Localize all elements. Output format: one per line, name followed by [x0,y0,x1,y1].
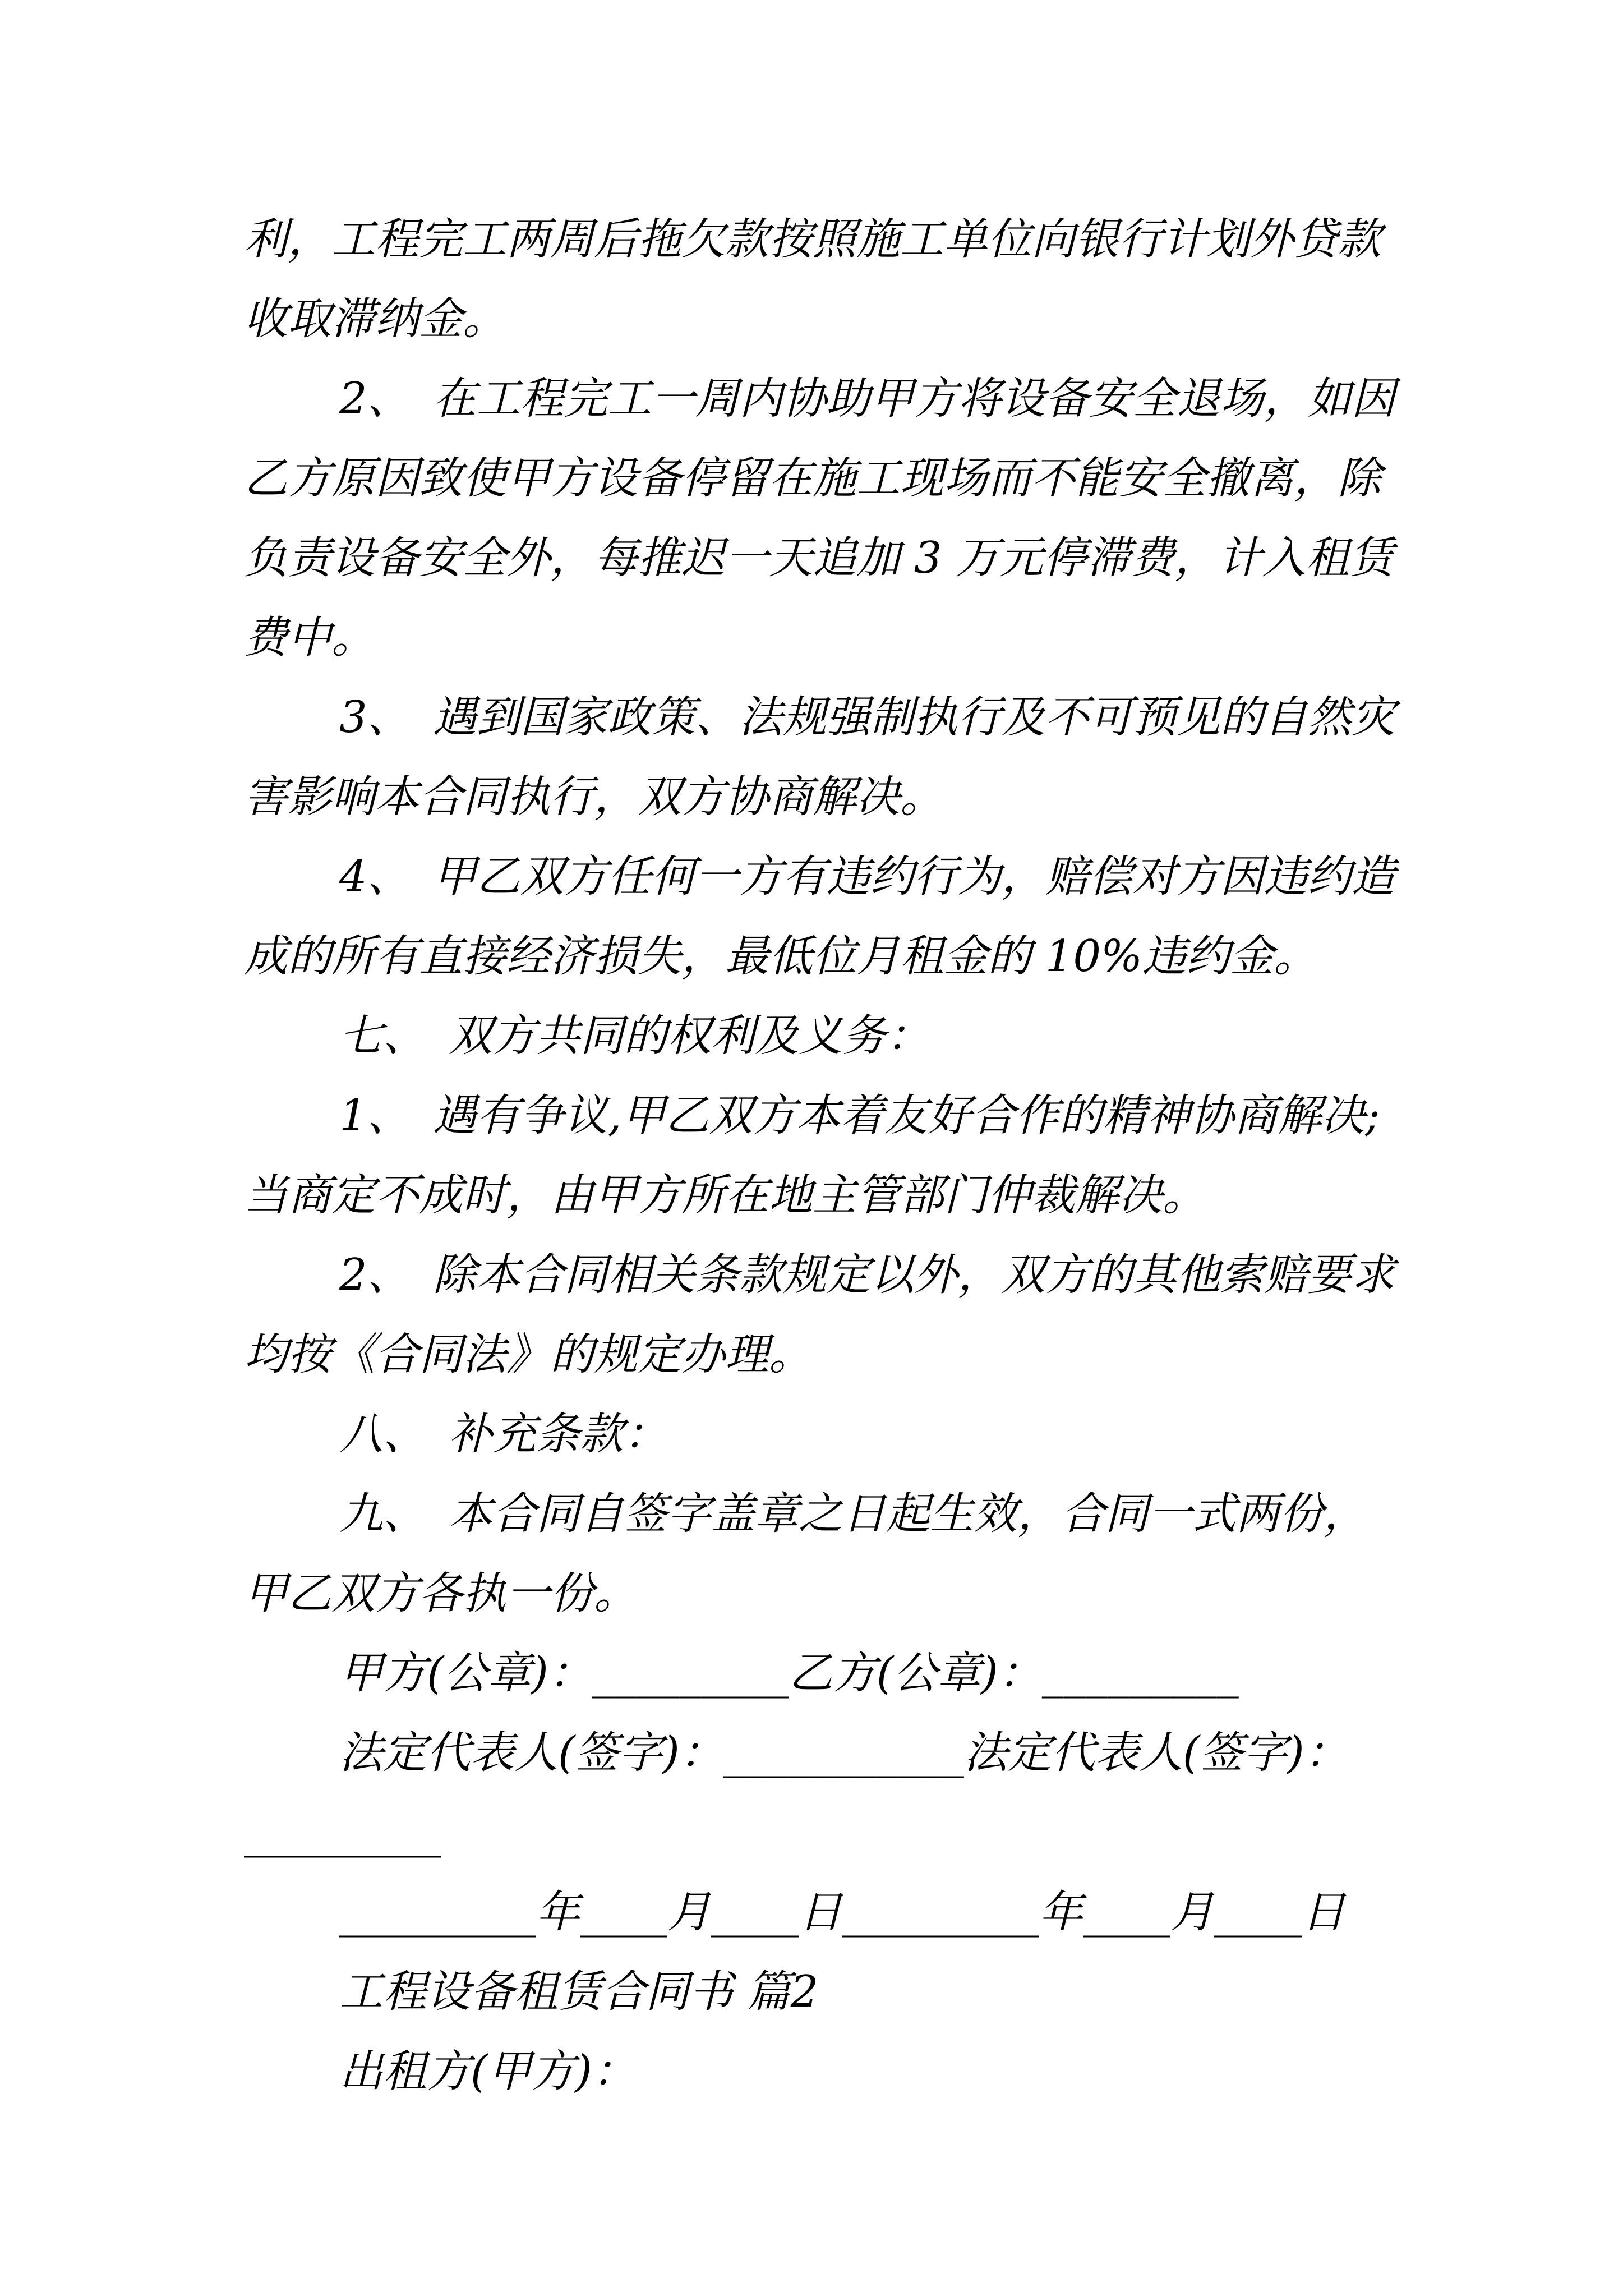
contract-signature-line: 甲方(公章)：_________乙方(公章)：_________ [339,1648,1239,1699]
contract-line: 收取滞纳金。 [244,294,507,344]
contract-line: 2、 除本合同相关条款规定以外，双方的其他索赔要求 [339,1250,1395,1300]
contract-line: 均按《合同法》的规定办理。 [244,1329,813,1380]
contract-line: 费中。 [244,613,376,663]
contract-line: 七、 双方共同的权利及义务： [339,1011,930,1061]
contract-party-line: 出租方(甲方)： [339,2046,636,2097]
contract-line: 1、 遇有争议,甲乙双方本着友好合作的精神协商解决; [339,1091,1380,1141]
contract-line: 2、 在工程完工一周内协助甲方将设备安全退场，如因 [339,374,1395,424]
contract-section-title: 工程设备租赁合同书 篇2 [339,1967,819,2017]
contract-line: 成的所有直接经济损失，最低位月租金的 10%违约金。 [244,931,1318,982]
contract-line: 九、 本合同自签字盖章之日起生效，合同一式两份， [339,1489,1368,1539]
contract-line: 利，工程完工两周后拖欠款按照施工单位向银行计划外贷款 [244,214,1382,265]
contract-signature-blank: _________ [244,1807,441,1858]
contract-signature-line: 法定代表人(签字)：___________法定代表人(签字)： [339,1728,1348,1778]
contract-line: 甲乙双方各执一份。 [244,1568,638,1619]
contract-line: 八、 补充条款： [339,1409,668,1460]
contract-line: 当商定不成时，由甲方所在地主管部门仲裁解决。 [244,1170,1207,1221]
contract-date-line: _________年____月____日_________年____月____日 [339,1887,1346,1938]
contract-text-block [244,200,1422,2111]
contract-line: 4、 甲乙双方任何一方有违约行为，赔偿对方因违约造 [339,852,1395,902]
contract-line: 害影响本合同执行，双方协商解决。 [244,772,944,822]
contract-line: 3、 遇到国家政策、法规强制执行及不可预见的自然灾 [339,692,1395,743]
contract-line: 负责设备安全外，每推迟一天追加 3 万元停滞费，计入租赁 [244,533,1394,583]
contract-line: 乙方原因致使甲方设备停留在施工现场而不能安全撤离，除 [244,453,1382,504]
